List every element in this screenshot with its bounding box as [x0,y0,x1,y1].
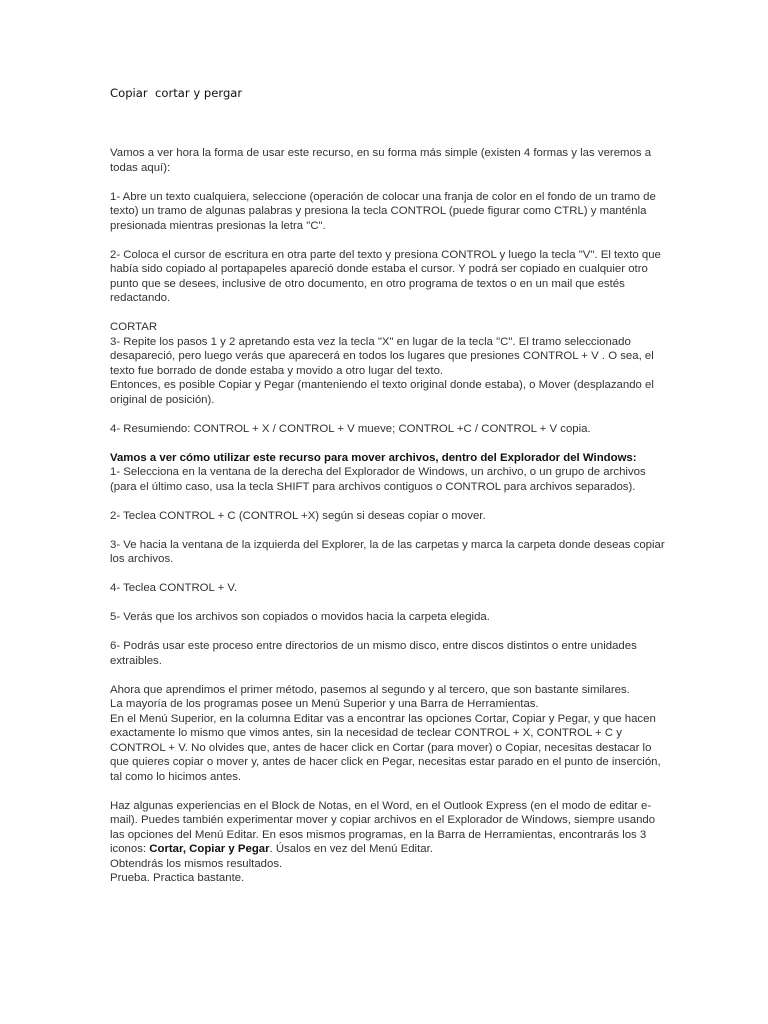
document-body [110,146,670,886]
practica-text-before: Haz algunas experiencias en el Block de Notas, en el Word, en el Outlook Express (en el modo de editar e-mail). Puedes también experimentar mover y copiar archivos en el Explorador de Windows, siempre usando las opciones del Menú Editar. En esos mismos programas, en la Barra de Herramientas, encontrarás los 3 iconos: [110,799,656,855]
metodo-line-1: Ahora que aprendimos el primer método, pasemos al segundo y al tercero, que son bastante similares. [110,683,630,696]
intro-paragraph: Vamos a ver hora la forma de usar este recurso, en su forma más simple (existen 4 formas y las veremos a todas aquí): [110,147,652,174]
cortar-heading: CORTAR [110,321,158,333]
explorer-step-2-paragraph: 2- Teclea CONTROL + C (CONTROL +X) según si deseas copiar o mover. [110,509,486,522]
explorer-heading: Vamos a ver cómo utilizar este recurso para mover archivos, dentro del Explorador del Windows: [110,451,637,464]
explorer-step-1-paragraph: 1- Selecciona en la ventana de la derecha del Explorador de Windows, un archivo, o un grupo de archivos (para el último caso, usa la tecla SHIFT para archivos contiguos o CONTROL para archivos separados). [110,466,646,493]
entonces-paragraph: Entonces, es posible Copiar y Pegar (manteniendo el texto original donde estaba), o Mover (desplazando el original de posición). [110,379,654,406]
practica-bold-icons: Cortar, Copiar y Pegar [149,843,270,855]
step-4-paragraph: 4- Resumiendo: CONTROL + X / CONTROL + V mueve; CONTROL +C / CONTROL + V copia. [110,422,591,435]
step-3-paragraph: 3- Repite los pasos 1 y 2 apretando esta vez la tecla "X" en lugar de la tecla "C". El tramo seleccionado desapareció, pero luego verás que aparecerá en todos los lugares que presiones CONTROL + V . O sea, el texto fue borrado de donde estaba y movido a otro lugar del texto. [110,335,654,377]
practica-text-after: . Úsalos en vez del Menú Editar. [269,843,433,855]
explorer-step-5-paragraph: 5- Verás que los archivos son copiados o movidos hacia la carpeta elegida. [110,611,490,623]
explorer-step-6-paragraph: 6- Podrás usar este proceso entre directorios de un mismo disco, entre discos distintos o entre unidades extraibles. [110,640,637,667]
metodo-line-3: En el Menú Superior, en la columna Editar vas a encontrar las opciones Cortar, Copiar y Pegar, y que hacen exactamente lo mismo que vimos antes, sin la necesidad de teclear CONTROL + X, CONTROL + C y CONTROL + V. No olvides que, antes de hacer click en Cortar (para mover) o Copiar, necesitas destacar lo que quieres copiar o mover y, antes de hacer click en Pegar, necesitas estar parado en el punto de inserción, tal como lo hicimos antes. [110,712,661,783]
explorer-step-3-paragraph: 3- Ve hacia la ventana de la izquierda del Explorer, la de las carpetas y marca la carpeta donde deseas copiar los archivos. [110,538,665,565]
practica-paragraph [110,799,670,857]
resultados-line: Obtendrás los mismos resultados. [110,857,283,870]
explorer-step-4-paragraph: 4- Teclea CONTROL + V. [110,582,238,594]
step-1-paragraph: 1- Abre un texto cualquiera, seleccione (operación de colocar una franja de color en el fondo de un tramo de texto) un tramo de algunas palabras y presiona la tecla CONTROL (puede figurar como CTRL) y manténla presionada mientras presionas la letra "C". [110,190,656,232]
prueba-line: Prueba. Practica bastante. [110,872,245,884]
document-title: Copiar cortar y pergar [110,86,243,100]
step-2-paragraph: 2- Coloca el cursor de escritura en otra parte del texto y presiona CONTROL y luego la tecla "V". El texto que había sido copiado al portapapeles apareció donde estaba el cursor. Y podrá ser copiado en cualquier otro punto que se desees, inclusive de otro documento, en otro programa de textos o en un mail que estés redactando. [110,248,661,304]
metodo-line-2: La mayoría de los programas posee un Menú Superior y una Barra de Herramientas. [110,698,539,710]
